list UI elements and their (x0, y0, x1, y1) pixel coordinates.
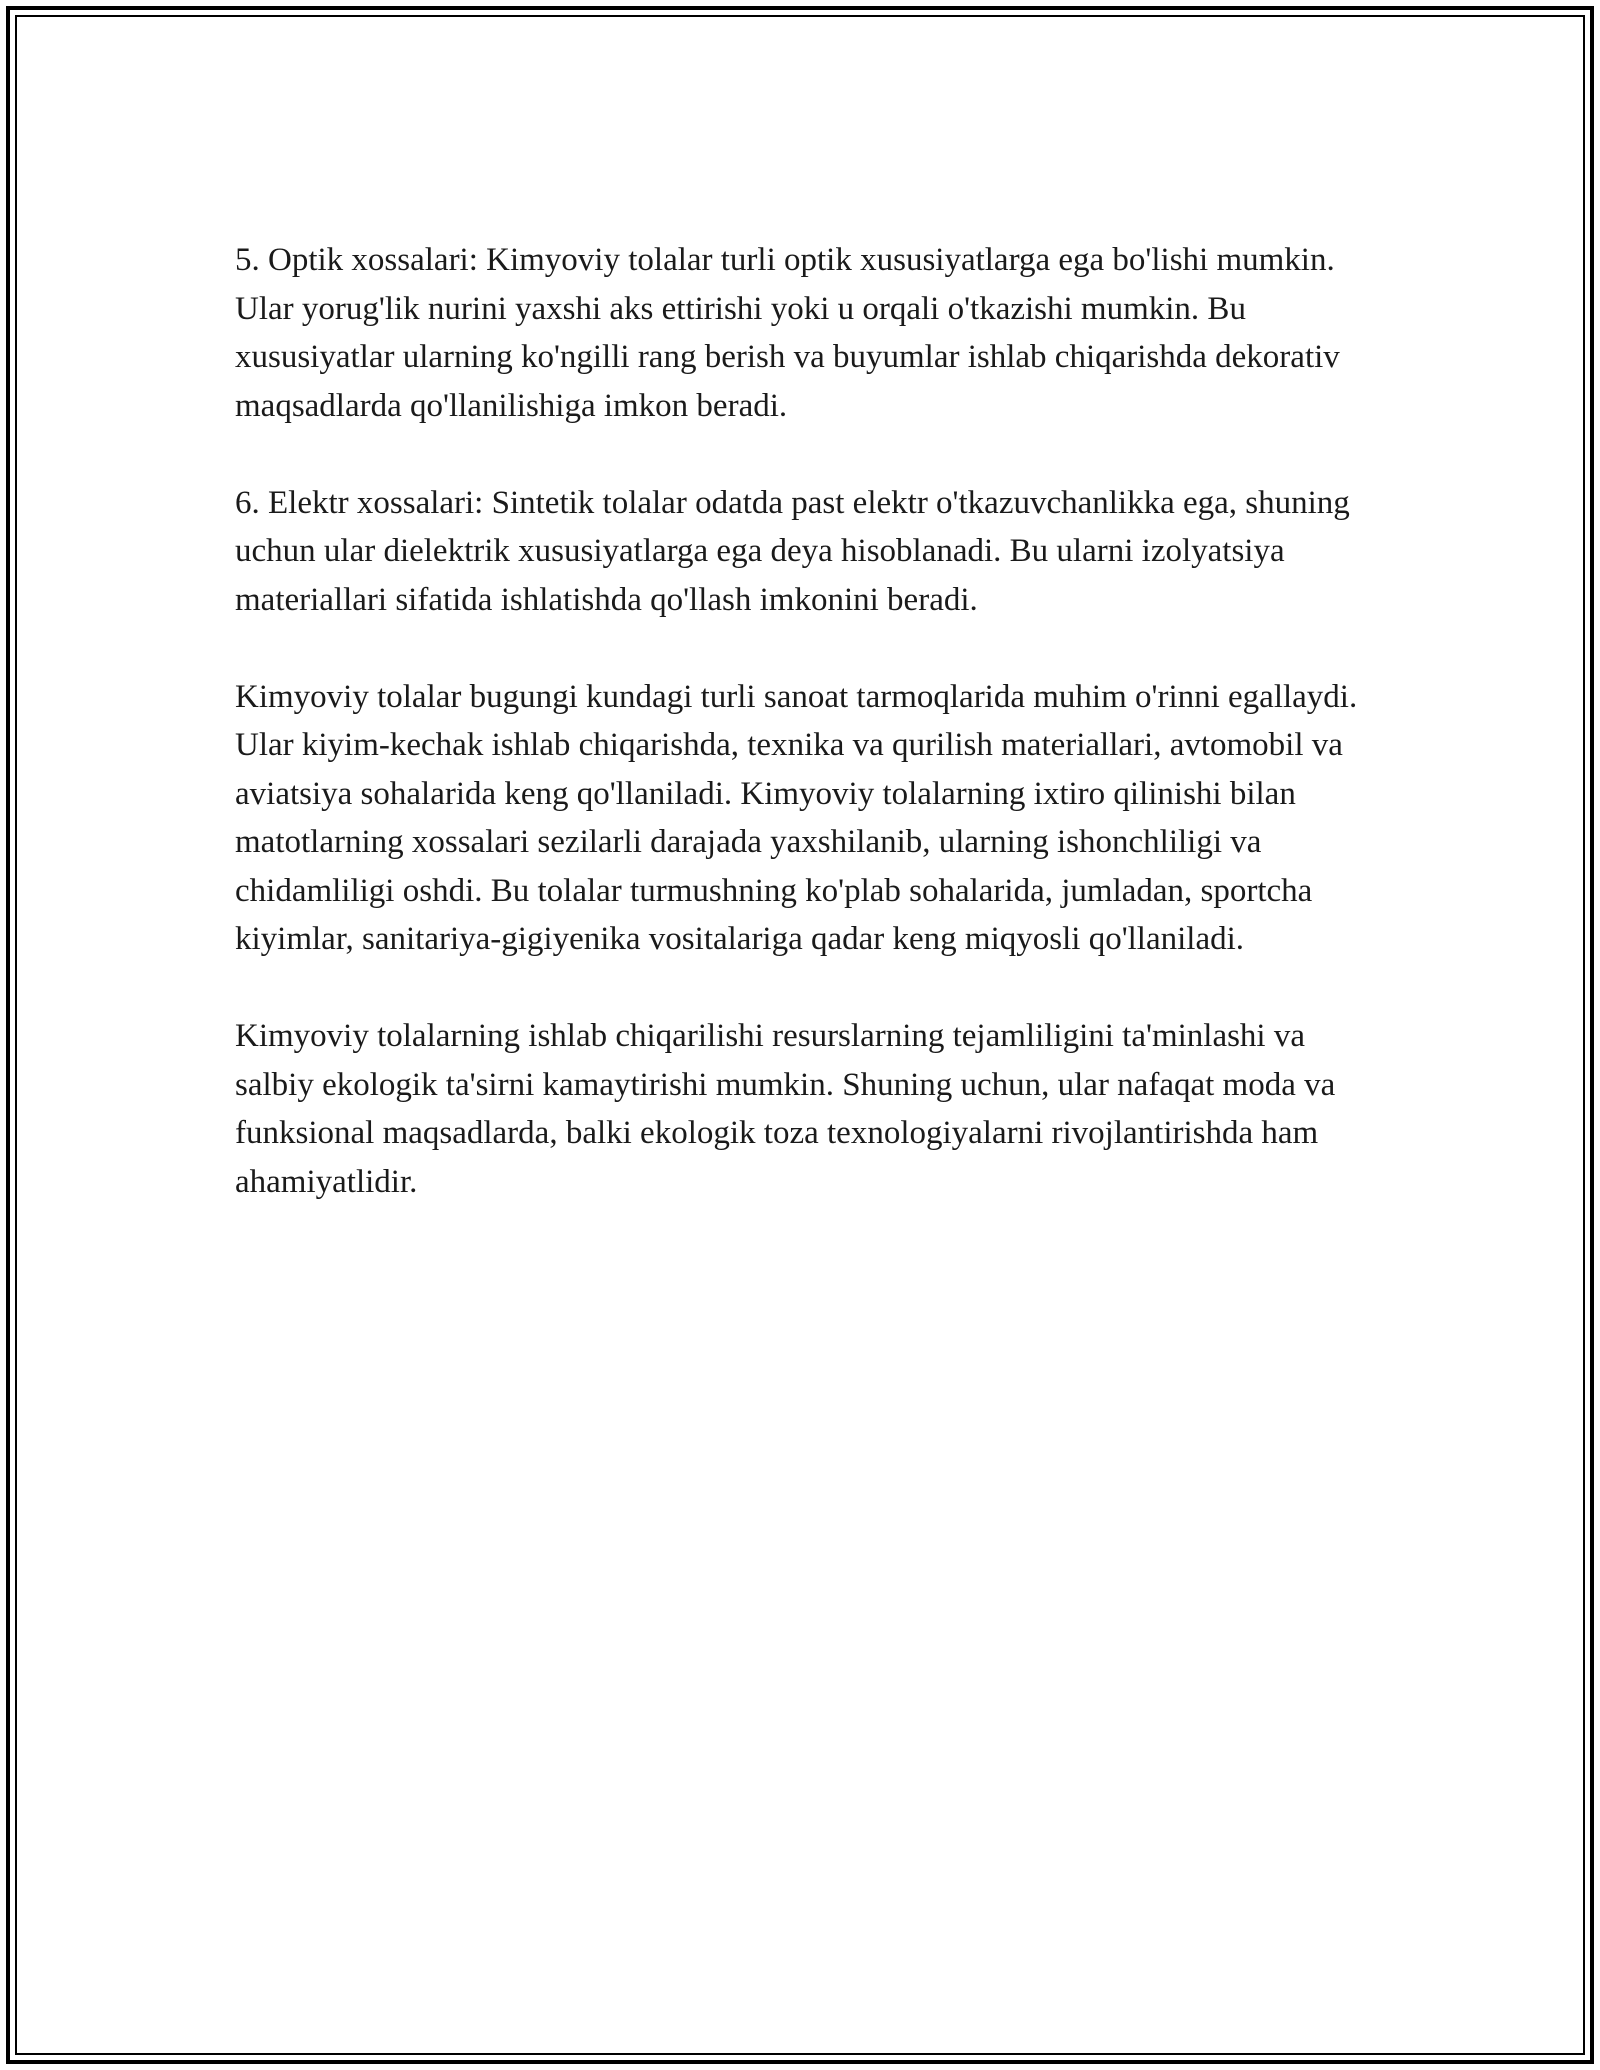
paragraph-electrical-properties: 6. Elektr xossalari: Sintetik tolalar odatda past elektr o'tkazuvchanlikka ega, shuning uchun ular dielektrik xususiyatlarga ega deya hisoblanadi. Bu ularni izolyatsiya materiallari sifatida ishlatishda qo'llash imkonini beradi. (235, 484, 1350, 618)
paragraph-optical-properties: 5. Optik xossalari: Kimyoviy tolalar turli optik xususiyatlarga ega bo'lishi mumkin. Ular yorug'lik nurini yaxshi aks ettirishi yoki u orqali o'tkazishi mumkin. Bu xususiyatlar ularning ko'ngilli rang berish va buyumlar ishlab chiqarishda dekorativ maqsadlarda qo'llanilishiga imkon beradi. (235, 242, 1340, 424)
paragraph-ecological-significance: Kimyoviy tolalarning ishlab chiqarilishi resurslarning tejamliligini ta'minlashi va salbiy ekologik ta'sirni kamaytirishi mumkin. Shuning uchun, ular nafaqat moda va funksional maqsadlarda, balki ekologik toza texnologiyalarni rivojlantirishda ham ahamiyatlidir. (235, 1018, 1336, 1200)
paragraph-industry-applications: Kimyoviy tolalar bugungi kundagi turli sanoat tarmoqlarida muhim o'rinni egallaydi. Ular kiyim-kechak ishlab chiqarishda, texnika va qurilish materiallari, avtomobil va aviatsiya sohalarida keng qo'llaniladi. Kimyoviy tolalarning ixtiro qilinishi bilan matotlarning xossalari sezilarli darajada yaxshilanib, ularning ishonchliligi va chidamliligi oshdi. Bu tolalar turmushning ko'plab sohalarida, jumladan, sportcha kiyimlar, sanitariya-gigiyenika vositalariga qadar keng miqyosli qo'llaniladi. (235, 678, 1358, 957)
document-body (235, 236, 1365, 1206)
